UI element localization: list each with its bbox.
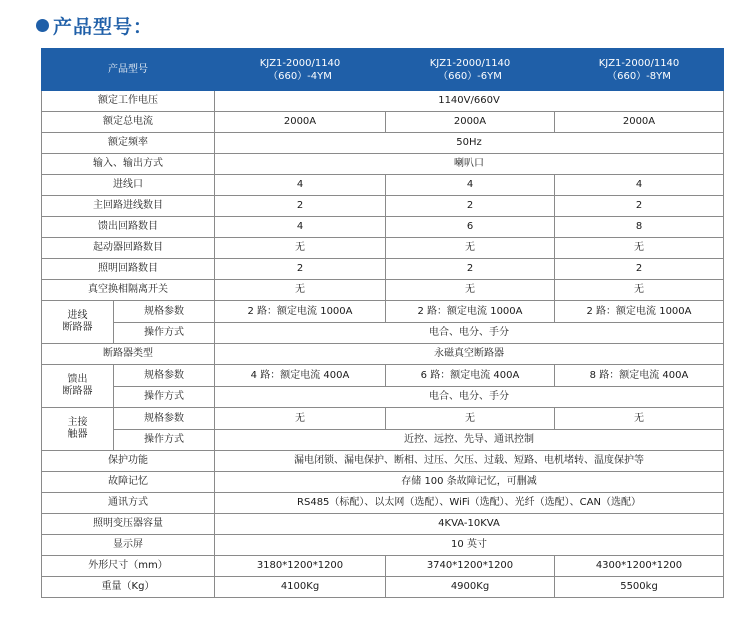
table-row (42, 514, 724, 535)
group-label-contactor: 主接 触器 (42, 408, 114, 451)
cell-value: 2 路：额定电流 1000A (386, 301, 555, 323)
table-row (42, 556, 724, 577)
cell-value: 无 (386, 408, 555, 430)
cell-value: 无 (555, 408, 724, 430)
bullet-icon (36, 19, 49, 32)
table-row (42, 91, 724, 112)
row-label: 额定频率 (42, 133, 215, 154)
cell-value: 4 (215, 175, 386, 196)
cell-value: 3740*1200*1200 (386, 556, 555, 577)
table-row (42, 217, 724, 238)
table-row (42, 112, 724, 133)
cell-value: 2 (386, 196, 555, 217)
cell-value: 喇叭口 (215, 154, 724, 175)
cell-value: 4 (215, 217, 386, 238)
cell-value: 2000A (215, 112, 386, 133)
row-label: 馈出回路数目 (42, 217, 215, 238)
cell-value: 无 (386, 280, 555, 301)
row-label: 重量（Kg） (42, 577, 215, 598)
table-row (42, 323, 724, 344)
table-header-row (42, 49, 724, 91)
sub-label: 操作方式 (114, 430, 215, 451)
table-row (42, 535, 724, 556)
cell-value: 无 (555, 280, 724, 301)
table-row (42, 365, 724, 387)
row-label: 额定工作电压 (42, 91, 215, 112)
table-row (42, 154, 724, 175)
cell-value: 2000A (555, 112, 724, 133)
cell-value: 2 (555, 196, 724, 217)
cell-value: 1140V/660V (215, 91, 724, 112)
row-label: 断路器类型 (42, 344, 215, 365)
cell-value: 4900Kg (386, 577, 555, 598)
table-row (42, 344, 724, 365)
row-label: 保护功能 (42, 451, 215, 472)
cell-value: 8 (555, 217, 724, 238)
cell-value: 无 (215, 238, 386, 259)
table-row (42, 430, 724, 451)
group-label-in-breaker: 进线 断路器 (42, 301, 114, 344)
row-label: 真空换相隔离开关 (42, 280, 215, 301)
sub-label: 规格参数 (114, 301, 215, 323)
cell-value: 4 (555, 175, 724, 196)
row-label: 照明回路数目 (42, 259, 215, 280)
cell-value: RS485（标配）、以太网（选配）、WiFi（选配）、光纤（选配）、CAN（选配） (215, 493, 724, 514)
group-label-feed-breaker: 馈出 断路器 (42, 365, 114, 408)
table-row (42, 493, 724, 514)
cell-value: 6 (386, 217, 555, 238)
table-row (42, 280, 724, 301)
cell-value: 无 (386, 238, 555, 259)
cell-value: 4 (386, 175, 555, 196)
cell-value: 无 (215, 280, 386, 301)
header-model-6ym: KJZ1-2000/1140 （660）-6YM (386, 49, 555, 91)
sub-label: 规格参数 (114, 408, 215, 430)
row-label: 主回路进线数目 (42, 196, 215, 217)
cell-value: 2 (386, 259, 555, 280)
cell-value: 电合、电分、手分 (215, 323, 724, 344)
cell-value: 无 (555, 238, 724, 259)
section-heading (36, 10, 153, 40)
section-title: 产品型号： (53, 15, 154, 38)
header-model-label: 产品型号 (42, 49, 215, 91)
table-row (42, 301, 724, 323)
table-row (42, 387, 724, 408)
row-label: 显示屏 (42, 535, 215, 556)
table-row (42, 577, 724, 598)
sub-label: 规格参数 (114, 365, 215, 387)
cell-value: 电合、电分、手分 (215, 387, 724, 408)
cell-value: 2 (215, 196, 386, 217)
spec-table (41, 48, 724, 598)
cell-value: 近控、远控、先导、通讯控制 (215, 430, 724, 451)
table-row (42, 175, 724, 196)
cell-value: 5500kg (555, 577, 724, 598)
cell-value: 3180*1200*1200 (215, 556, 386, 577)
row-label: 进线口 (42, 175, 215, 196)
table-row (42, 259, 724, 280)
cell-value: 2 (555, 259, 724, 280)
row-label: 故障记忆 (42, 472, 215, 493)
cell-value: 无 (215, 408, 386, 430)
sub-label: 操作方式 (114, 387, 215, 408)
cell-value: 50Hz (215, 133, 724, 154)
row-label: 额定总电流 (42, 112, 215, 133)
cell-value: 4 路：额定电流 400A (215, 365, 386, 387)
table-row (42, 238, 724, 259)
table-row (42, 408, 724, 430)
table-row (42, 133, 724, 154)
table-row (42, 472, 724, 493)
cell-value: 永磁真空断路器 (215, 344, 724, 365)
cell-value: 6 路：额定电流 400A (386, 365, 555, 387)
table-row (42, 451, 724, 472)
cell-value: 2 路：额定电流 1000A (215, 301, 386, 323)
row-label: 起动器回路数目 (42, 238, 215, 259)
cell-value: 4KVA-10KVA (215, 514, 724, 535)
cell-value: 4300*1200*1200 (555, 556, 724, 577)
row-label: 照明变压器容量 (42, 514, 215, 535)
header-model-8ym: KJZ1-2000/1140 （660）-8YM (555, 49, 724, 91)
cell-value: 漏电闭锁、漏电保护、断相、过压、欠压、过载、短路、电机堵转、温度保护等 (215, 451, 724, 472)
row-label: 输入、输出方式 (42, 154, 215, 175)
row-label: 外形尺寸（mm） (42, 556, 215, 577)
row-label: 通讯方式 (42, 493, 215, 514)
cell-value: 2 (215, 259, 386, 280)
cell-value: 存储 100 条故障记忆，可删减 (215, 472, 724, 493)
cell-value: 8 路：额定电流 400A (555, 365, 724, 387)
cell-value: 10 英寸 (215, 535, 724, 556)
cell-value: 2 路：额定电流 1000A (555, 301, 724, 323)
cell-value: 4100Kg (215, 577, 386, 598)
cell-value: 2000A (386, 112, 555, 133)
sub-label: 操作方式 (114, 323, 215, 344)
table-row (42, 196, 724, 217)
header-model-4ym: KJZ1-2000/1140 （660）-4YM (215, 49, 386, 91)
